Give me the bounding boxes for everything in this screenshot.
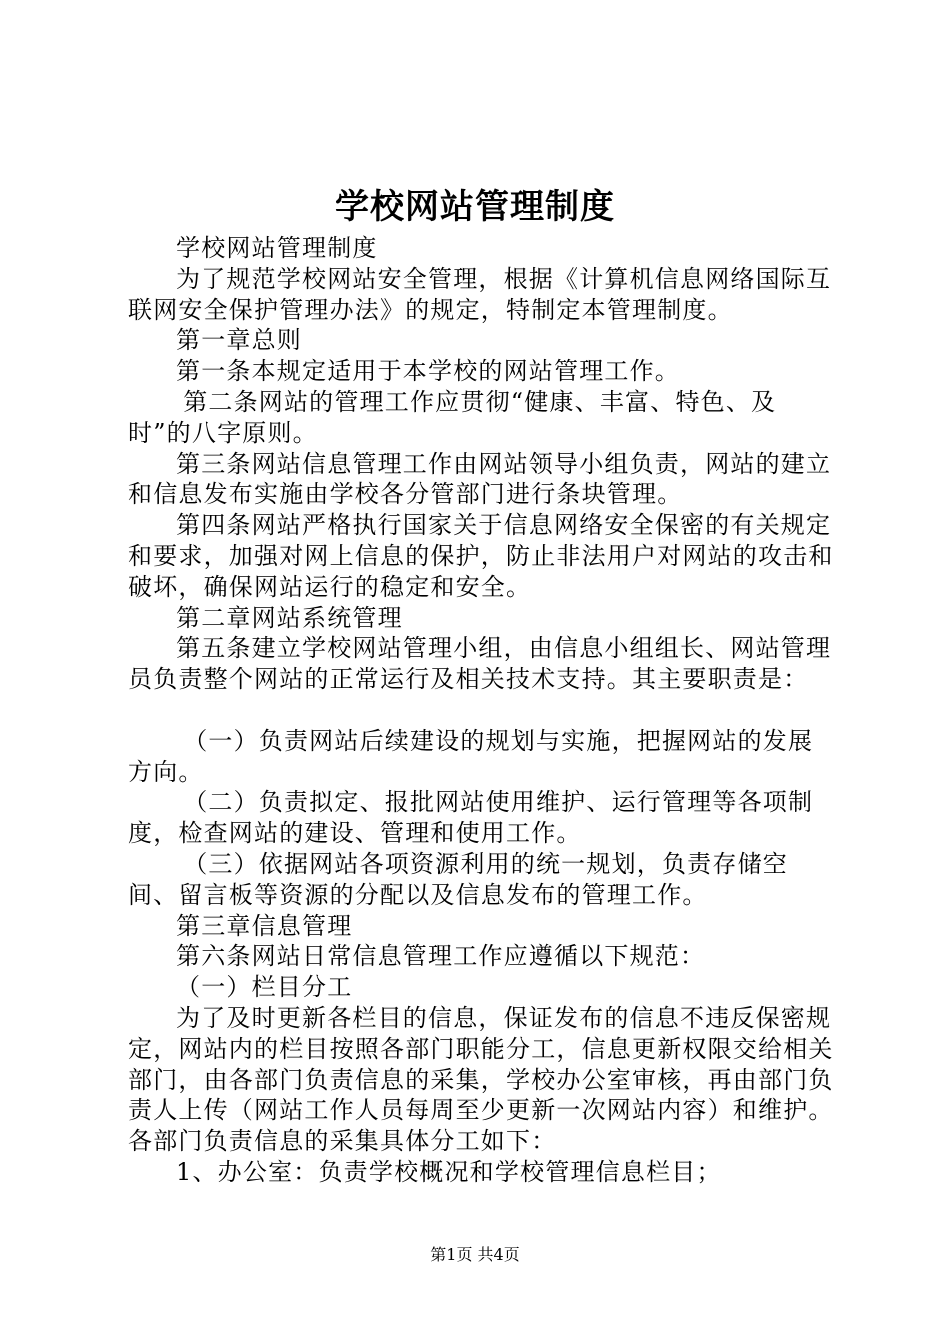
article-1: 第一条本规定适用于本学校的网站管理工作。 bbox=[176, 357, 680, 386]
paragraph-subtitle: 学校网站管理制度 bbox=[176, 234, 378, 262]
document-title: 学校网站管理制度 bbox=[335, 187, 615, 227]
article-2: 第二条网站的管理工作应贯彻“健康、丰富、特色、及时”的八字原则。 bbox=[128, 387, 777, 447]
article-3: 第三条网站信息管理工作由网站领导小组负责，网站的建立和信息发布实施由学校各分管部门进行条块管理。 bbox=[128, 449, 832, 509]
chapter-heading-1: 第一章总则 bbox=[176, 326, 302, 355]
blank-line bbox=[128, 695, 838, 726]
chapter-heading-2: 第二章网站系统管理 bbox=[176, 603, 403, 632]
duty-item-3: （三）依据网站各项资源利用的统一规划，负责存储空间、留言板等资源的分配以及信息发布的管理工作。 bbox=[128, 849, 788, 909]
duty-item-1: （一）负责网站后续建设的规划与实施，把握网站的发展方向。 bbox=[128, 726, 814, 786]
section-body-1: 为了及时更新各栏目的信息，保证发布的信息不违反保密规定，网站内的栏目按照各部门职能分工，信息更新权限交给相关部门，由各部门负责信息的采集，学校办公室审核，再由部门负责人上传（网站工作人员每周至少更新一次网站内容）和维护。各部门负责信息的采集具体分工如下： bbox=[128, 1003, 834, 1156]
article-4: 第四条网站严格执行国家关于信息网络安全保密的有关规定和要求，加强对网上信息的保护，防止非法用户对网站的攻击和破坏，确保网站运行的稳定和安全。 bbox=[128, 511, 834, 601]
paragraph-intro: 为了规范学校网站安全管理，根据《计算机信息网络国际互联网安全保护管理办法》的规定，特制定本管理制度。 bbox=[128, 264, 832, 324]
chapter-heading-3: 第三章信息管理 bbox=[176, 911, 353, 940]
duty-item-2: （二）负责拟定、报批网站使用维护、运行管理等各项制度，检查网站的建设、管理和使用工作。 bbox=[128, 788, 814, 848]
article-6: 第六条网站日常信息管理工作应遵循以下规范： bbox=[176, 942, 706, 971]
section-heading-1: （一）栏目分工 bbox=[176, 973, 353, 1002]
list-item-1: 1、办公室：负责学校概况和学校管理信息栏目； bbox=[176, 1157, 722, 1186]
page-footer: 第1页 共4页 bbox=[430, 1245, 520, 1264]
document-body bbox=[128, 233, 838, 1188]
article-5: 第五条建立学校网站管理小组，由信息小组组长、网站管理员负责整个网站的正常运行及相关技术支持。其主要职责是： bbox=[128, 634, 832, 694]
